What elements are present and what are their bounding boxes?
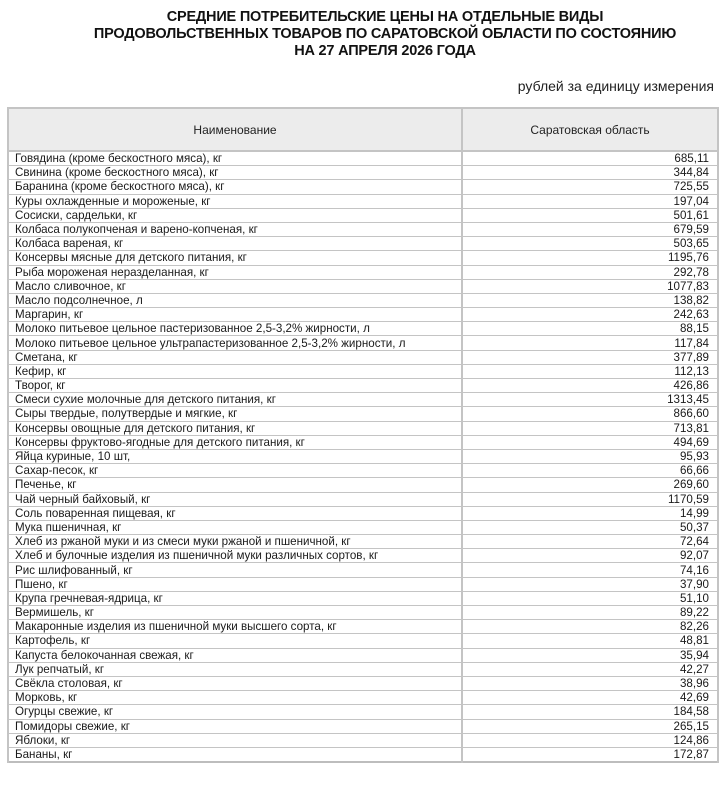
price-cell: 92,07 — [462, 549, 718, 563]
price-cell: 42,27 — [462, 662, 718, 676]
title-line-2: ПРОДОВОЛЬСТВЕННЫХ ТОВАРОВ ПО САРАТОВСКОЙ ОБЛАСТИ ПО СОСТОЯНИЮ — [93, 26, 677, 42]
price-cell: 725,55 — [462, 180, 718, 194]
product-name-cell: Картофель, кг — [8, 634, 462, 648]
product-name-cell: Творог, кг — [8, 379, 462, 393]
product-name-cell: Колбаса вареная, кг — [8, 237, 462, 251]
units-note: рублей за единицу измерения — [517, 78, 714, 94]
price-cell: 713,81 — [462, 421, 718, 435]
product-name-cell: Сахар-песок, кг — [8, 464, 462, 478]
table-row — [8, 407, 718, 421]
product-name-cell: Морковь, кг — [8, 691, 462, 705]
product-name-cell: Консервы овощные для детского питания, кг — [8, 421, 462, 435]
table-row — [8, 606, 718, 620]
price-cell: 66,66 — [462, 464, 718, 478]
product-name-cell: Молоко питьевое цельное ультрапастеризованное 2,5-3,2% жирности, л — [8, 336, 462, 350]
product-name-cell: Хлеб и булочные изделия из пшеничной муки различных сортов, кг — [8, 549, 462, 563]
price-cell: 42,69 — [462, 691, 718, 705]
price-cell: 501,61 — [462, 208, 718, 222]
price-cell: 265,15 — [462, 719, 718, 733]
price-cell: 172,87 — [462, 747, 718, 762]
product-name-cell: Макаронные изделия из пшеничной муки высшего сорта, кг — [8, 620, 462, 634]
table-row — [8, 379, 718, 393]
product-name-cell: Крупа гречневая-ядрица, кг — [8, 591, 462, 605]
product-name-cell: Смеси сухие молочные для детского питания, кг — [8, 393, 462, 407]
table-row — [8, 520, 718, 534]
table-row — [8, 478, 718, 492]
price-cell: 1195,76 — [462, 251, 718, 265]
table-header-row — [8, 108, 718, 151]
table-row — [8, 166, 718, 180]
price-cell: 679,59 — [462, 222, 718, 236]
table-row — [8, 194, 718, 208]
table-row — [8, 393, 718, 407]
price-cell: 685,11 — [462, 151, 718, 166]
table-row — [8, 705, 718, 719]
table-row — [8, 435, 718, 449]
product-name-cell: Яйца куриные, 10 шт, — [8, 449, 462, 463]
product-name-cell: Огурцы свежие, кг — [8, 705, 462, 719]
price-cell: 1313,45 — [462, 393, 718, 407]
product-name-cell: Лук репчатый, кг — [8, 662, 462, 676]
product-name-cell: Куры охлажденные и мороженые, кг — [8, 194, 462, 208]
price-cell: 38,96 — [462, 676, 718, 690]
price-cell: 377,89 — [462, 350, 718, 364]
price-cell: 95,93 — [462, 449, 718, 463]
price-cell: 494,69 — [462, 435, 718, 449]
table-body — [8, 151, 718, 762]
product-name-cell: Пшено, кг — [8, 577, 462, 591]
product-name-cell: Яблоки, кг — [8, 733, 462, 747]
price-cell: 426,86 — [462, 379, 718, 393]
price-cell: 503,65 — [462, 237, 718, 251]
product-name-cell: Баранина (кроме бескостного мяса), кг — [8, 180, 462, 194]
price-cell: 88,15 — [462, 322, 718, 336]
product-name-cell: Капуста белокочанная свежая, кг — [8, 648, 462, 662]
column-header-region: Саратовская область — [462, 108, 718, 151]
table-row — [8, 464, 718, 478]
price-table — [7, 107, 719, 763]
product-name-cell: Помидоры свежие, кг — [8, 719, 462, 733]
product-name-cell: Мука пшеничная, кг — [8, 520, 462, 534]
price-cell: 37,90 — [462, 577, 718, 591]
price-cell: 51,10 — [462, 591, 718, 605]
price-cell: 14,99 — [462, 506, 718, 520]
product-name-cell: Сосиски, сардельки, кг — [8, 208, 462, 222]
table-row — [8, 265, 718, 279]
product-name-cell: Соль поваренная пищевая, кг — [8, 506, 462, 520]
product-name-cell: Печенье, кг — [8, 478, 462, 492]
product-name-cell: Чай черный байховый, кг — [8, 492, 462, 506]
product-name-cell: Сметана, кг — [8, 350, 462, 364]
product-name-cell: Масло подсолнечное, л — [8, 293, 462, 307]
price-cell: 269,60 — [462, 478, 718, 492]
price-cell: 138,82 — [462, 293, 718, 307]
column-header-name: Наименование — [8, 108, 462, 151]
table-row — [8, 492, 718, 506]
product-name-cell: Бананы, кг — [8, 747, 462, 762]
price-cell: 1170,59 — [462, 492, 718, 506]
table-row — [8, 180, 718, 194]
price-cell: 48,81 — [462, 634, 718, 648]
table-row — [8, 733, 718, 747]
product-name-cell: Молоко питьевое цельное пастеризованное 2,5-3,2% жирности, л — [8, 322, 462, 336]
product-name-cell: Колбаса полукопченая и варено-копченая, кг — [8, 222, 462, 236]
table-row — [8, 251, 718, 265]
product-name-cell: Вермишель, кг — [8, 606, 462, 620]
price-cell: 112,13 — [462, 364, 718, 378]
table-row — [8, 549, 718, 563]
table-row — [8, 449, 718, 463]
table-row — [8, 350, 718, 364]
product-name-cell: Консервы фруктово-ягодные для детского питания, кг — [8, 435, 462, 449]
price-cell: 50,37 — [462, 520, 718, 534]
table-row — [8, 421, 718, 435]
price-cell: 242,63 — [462, 308, 718, 322]
product-name-cell: Рис шлифованный, кг — [8, 563, 462, 577]
table-row — [8, 322, 718, 336]
table-row — [8, 506, 718, 520]
table-row — [8, 237, 718, 251]
table-row — [8, 648, 718, 662]
price-cell: 866,60 — [462, 407, 718, 421]
price-cell: 74,16 — [462, 563, 718, 577]
table-row — [8, 634, 718, 648]
price-cell: 292,78 — [462, 265, 718, 279]
price-cell: 344,84 — [462, 166, 718, 180]
title-line-3: НА 27 АПРЕЛЯ 2026 ГОДА — [294, 43, 476, 59]
page-title — [60, 9, 710, 60]
product-name-cell: Говядина (кроме бескостного мяса), кг — [8, 151, 462, 166]
table-row — [8, 563, 718, 577]
table-row — [8, 208, 718, 222]
table-row — [8, 308, 718, 322]
price-cell: 117,84 — [462, 336, 718, 350]
product-name-cell: Свёкла столовая, кг — [8, 676, 462, 690]
table-row — [8, 336, 718, 350]
table-row — [8, 364, 718, 378]
table-row — [8, 577, 718, 591]
price-cell: 124,86 — [462, 733, 718, 747]
table-row — [8, 691, 718, 705]
price-cell: 197,04 — [462, 194, 718, 208]
price-cell: 184,58 — [462, 705, 718, 719]
title-line-1: СРЕДНИЕ ПОТРЕБИТЕЛЬСКИЕ ЦЕНЫ НА ОТДЕЛЬНЫЕ ВИДЫ — [166, 9, 604, 25]
table-row — [8, 676, 718, 690]
price-cell: 35,94 — [462, 648, 718, 662]
product-name-cell: Кефир, кг — [8, 364, 462, 378]
price-cell: 89,22 — [462, 606, 718, 620]
table-row — [8, 151, 718, 166]
price-cell: 1077,83 — [462, 279, 718, 293]
table-row — [8, 222, 718, 236]
table-row — [8, 620, 718, 634]
product-name-cell: Хлеб из ржаной муки и из смеси муки ржаной и пшеничной, кг — [8, 535, 462, 549]
product-name-cell: Свинина (кроме бескостного мяса), кг — [8, 166, 462, 180]
price-cell: 82,26 — [462, 620, 718, 634]
table-row — [8, 747, 718, 762]
product-name-cell: Маргарин, кг — [8, 308, 462, 322]
product-name-cell: Рыба мороженая неразделанная, кг — [8, 265, 462, 279]
table-row — [8, 662, 718, 676]
table-row — [8, 719, 718, 733]
product-name-cell: Масло сливочное, кг — [8, 279, 462, 293]
table-row — [8, 591, 718, 605]
table-row — [8, 535, 718, 549]
product-name-cell: Сыры твердые, полутвердые и мягкие, кг — [8, 407, 462, 421]
price-cell: 72,64 — [462, 535, 718, 549]
table-row — [8, 293, 718, 307]
product-name-cell: Консервы мясные для детского питания, кг — [8, 251, 462, 265]
table-row — [8, 279, 718, 293]
